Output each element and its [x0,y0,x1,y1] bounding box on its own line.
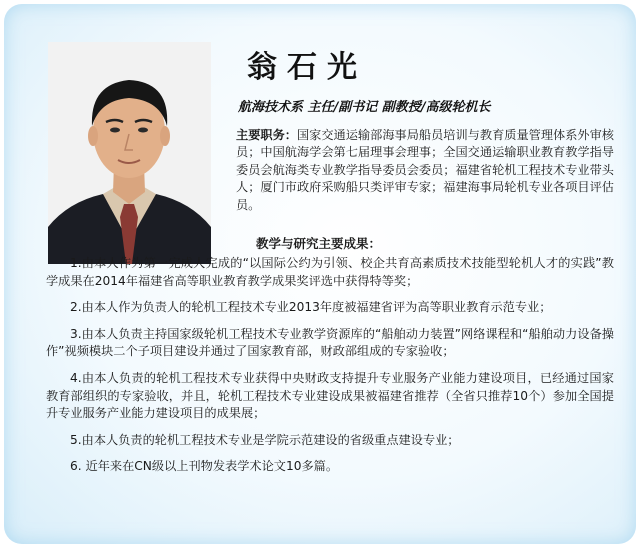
achievement-item: 5.由本人负责的轮机工程技术专业是学院示范建设的省级重点建设专业； [70,432,460,447]
achievements-list [46,255,614,485]
achievement-item: 3.由本人负责主持国家级轮机工程技术专业教学资源库的“船舶动力装置”网络课程和“船舶动力设备操作”视频模块二个子项目建设并通过了国家教育部，财政部组成的专家验收； [46,326,614,359]
person-name: 翁石光 [247,50,367,85]
achievement-item: 2.由本人作为负责人的轮机工程技术专业2013年度被福建省评为高等职业教育示范专业； [70,300,552,315]
duties-text: 国家交通运输部海事局船员培训与教育质量管理体系外审核员；中国航海学会第七届理事会理事；全国交通运输职业教育教学指导委员会航海类专业教学指导委员会委员；福建省轮机工程技术专业带头人；厦门市政府采购船只类评审专家；福建海事局轮机专业各项目评估员。 [236,128,614,212]
duties-paragraph [236,127,614,214]
achievement-item: 1.由本人作为第一完成人完成的“以国际公约为引领、校企共育高素质技术技能型轮机人才的实践”教学成果在2014年福建省高等职业教育教学成果奖评选中获得特等奖； [46,256,614,288]
position-title: 航海技术系 主任/副书记 副教授/高级轮机长 [238,100,491,115]
profile-card [4,4,636,544]
achievement-item: 6. 近年来在CN级以上刊物发表学术论文10多篇。 [70,459,339,474]
teaching-section-title: 教学与研究主要成果： [256,236,382,251]
portrait-photo [48,42,211,264]
duties-label: 主要职务： [236,128,297,142]
portrait-illustration [48,42,211,264]
achievement-item: 4.由本人负责的轮机工程技术专业获得中央财政支持提升专业服务产业能力建设项目，已经通过国家教育部组织的专家验收，并且，轮机工程技术专业建设成果被福建省推荐（全省只推荐10个）参加全国提升专业服务产业能力建设项目的成果展； [46,370,614,421]
